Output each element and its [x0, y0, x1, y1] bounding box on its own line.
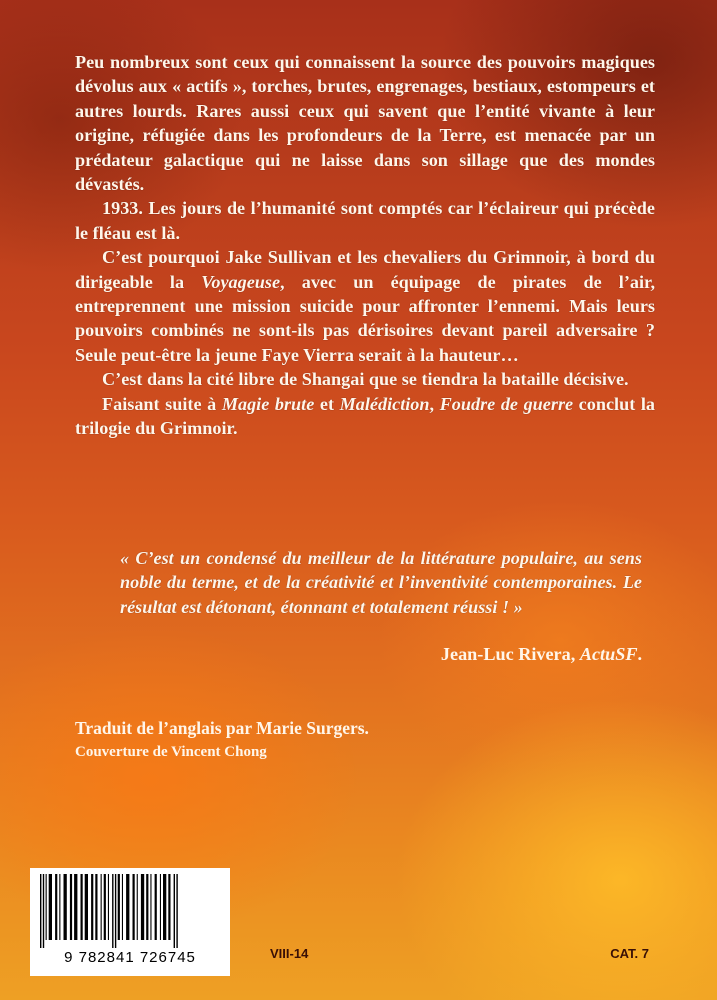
blurb-paragraph: [75, 245, 655, 367]
barcode-bar: [112, 874, 113, 948]
barcode-bar: [176, 874, 177, 948]
barcode-bar: [74, 874, 77, 940]
quote-end: .: [637, 644, 642, 664]
series-code: VIII-14: [270, 946, 309, 961]
barcode-bar: [59, 874, 60, 940]
book-title: Foudre de guerre: [439, 393, 574, 414]
blurb-paragraph: C’est dans la cité libre de Shangai que se tiendra la bataille décisive.: [102, 369, 629, 390]
barcode-bar: [81, 874, 83, 940]
barcode-bar: [160, 874, 161, 940]
barcode-bar: [43, 874, 44, 948]
blurb-paragraph: Peu nombreux sont ceux qui connaissent la source des pouvoirs magiques dévolus aux « actifs », torches, brutes, engrenages, bestiaux, estompeurs et autres lourds. Rares aussi ceux qui savent que l’entité vivante à leur origine, réfugiée dans les profondeurs de la Terre, est menacée par un prédateur galactique qui ne laisse dans son sillage que des mondes dévastés.: [75, 52, 655, 195]
barcode-bar: [104, 874, 106, 940]
barcode-bar: [46, 874, 47, 940]
barcode-bar: [49, 874, 52, 940]
blurb-text: conclut la trilogie du Grimnoir.: [75, 393, 655, 439]
barcode-bar: [85, 874, 88, 940]
barcode: [30, 868, 230, 976]
quote-attribution: [441, 644, 642, 665]
barcode-bar: [55, 874, 57, 940]
blurb-text: et: [314, 393, 340, 414]
quote-source: ActuSF: [579, 644, 638, 664]
blurb-paragraph: [75, 392, 655, 441]
barcode-bar: [137, 874, 138, 940]
book-title: Magie brute: [221, 393, 315, 414]
barcode-bar: [64, 874, 67, 940]
barcode-bar: [40, 874, 41, 948]
barcode-bar: [70, 874, 72, 940]
barcode-bars: [38, 874, 222, 948]
barcode-bar: [126, 874, 129, 940]
category-code: CAT. 7: [610, 946, 649, 961]
book-title: Malédiction: [339, 393, 430, 414]
blurb-text: ,: [429, 393, 440, 414]
cover-artist-credit: Couverture de Vincent Chong: [75, 744, 267, 760]
barcode-bar: [150, 874, 151, 940]
blurb-text: , avec un équipage de pirates de l’air, entreprennent une mission suicide pour affronter l’ennemi. Mais leurs pouvoirs combinés ne sont-ils pas dérisoires devant pareil adversaire ? Seule peut-être la jeune Faye Vierra serait à la hauteur…: [75, 271, 655, 365]
barcode-bar: [146, 874, 148, 940]
barcode-bar: [91, 874, 93, 940]
barcode-bar: [168, 874, 170, 940]
barcode-number: 9 782841 726745: [64, 949, 196, 966]
blurb: [75, 50, 655, 441]
blurb-text: C’est pourquoi Jake Sullivan et les chevaliers du Grimnoir, à bord du dirigeable la: [75, 247, 655, 292]
barcode-bar: [141, 874, 144, 940]
translator-credit: Traduit de l’anglais par Marie Surgers.: [75, 718, 369, 738]
barcode-bar: [115, 874, 116, 948]
barcode-bar: [155, 874, 157, 940]
barcode-bar: [95, 874, 97, 940]
barcode-bar: [122, 874, 123, 940]
review-quote: « C’est un condensé du meilleur de la littérature populaire, au sens noble du terme, et de la créativité et l’inventivité contemporaines. Le résultat est détonant, étonnant et totalement réussi ! »: [120, 548, 642, 617]
barcode-bar: [133, 874, 135, 940]
airship-name: Voyageuse: [201, 271, 281, 292]
barcode-bar: [108, 874, 109, 940]
barcode-bar: [101, 874, 102, 940]
barcode-bar: [174, 874, 175, 948]
barcode-bar: [163, 874, 166, 940]
quote-author: Jean-Luc Rivera,: [440, 644, 580, 664]
blurb-paragraph: 1933. Les jours de l’humanité sont comptés car l’éclaireur qui précède le fléau est là.: [75, 198, 655, 243]
barcode-bar: [118, 874, 120, 940]
blurb-text: Faisant suite à: [102, 393, 222, 414]
